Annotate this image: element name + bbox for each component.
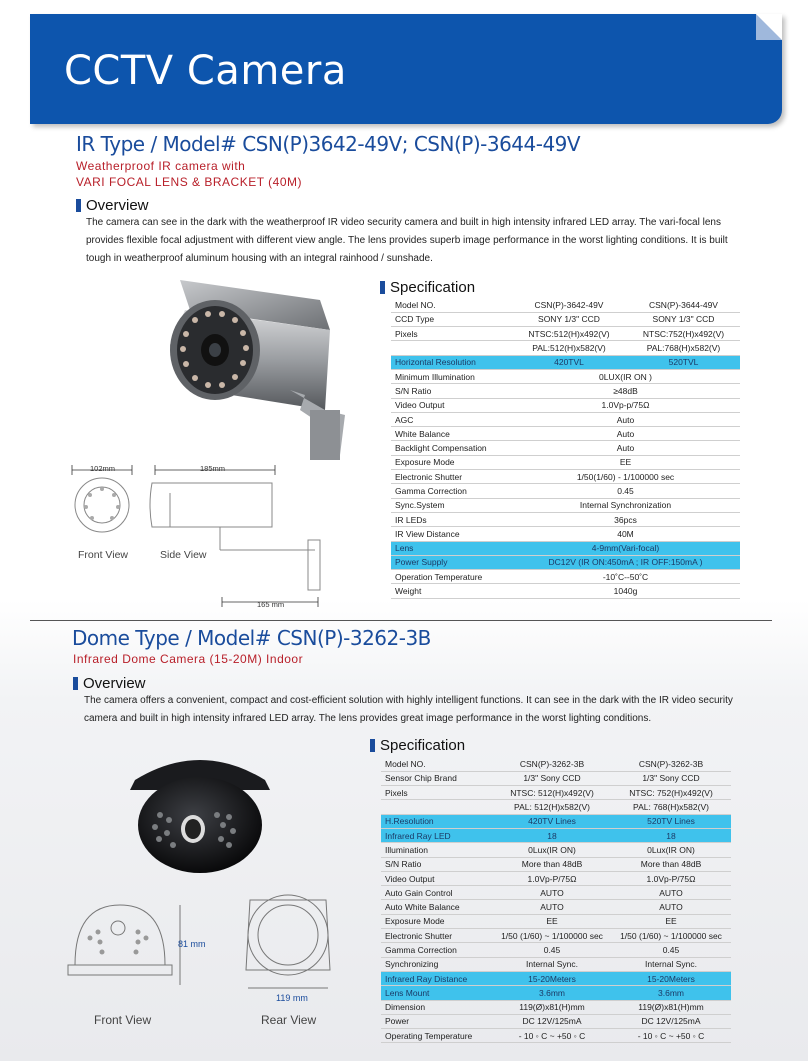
spec-row — [391, 369, 740, 383]
spec-label: Pixels — [381, 786, 493, 800]
spec-label: Sensor Chip Brand — [381, 771, 493, 785]
spec-row — [381, 814, 731, 828]
spec-row — [381, 857, 731, 871]
spec-value-1: 18 — [493, 828, 611, 842]
spec-value-1: 1/50 (1/60) ~ 1/100000 sec — [493, 929, 611, 943]
dome-overview-heading: Overview — [73, 675, 146, 692]
spec-row — [391, 384, 740, 398]
spec-label: Operation Temperature — [391, 570, 511, 584]
spec-value-1: More than 48dB — [493, 857, 611, 871]
spec-value-1: AUTO — [493, 886, 611, 900]
spec-value-2: AUTO — [611, 900, 731, 914]
spec-label: Dimension — [381, 1000, 493, 1014]
spec-value-2: CSN(P)-3644-49V — [627, 298, 740, 312]
spec-row — [391, 512, 740, 526]
spec-row — [381, 771, 731, 785]
spec-value-2: 119(Ø)x81(H)mm — [611, 1000, 731, 1014]
page-title: CCTV Camera — [64, 48, 347, 94]
spec-value-1: 0.45 — [493, 943, 611, 957]
spec-value-1: 420TV Lines — [493, 814, 611, 828]
spec-value-2: 1.0Vp-P/75Ω — [611, 871, 731, 885]
spec-row — [391, 312, 740, 326]
spec-value-1: 1/3" Sony CCD — [493, 771, 611, 785]
spec-row — [381, 800, 731, 814]
spec-value-1: - 10 ◦ C ~ +50 ◦ C — [493, 1029, 611, 1043]
spec-label: Gamma Correction — [391, 484, 511, 498]
spec-value-1: 420TVL — [511, 355, 627, 369]
ir-overview-text: The camera can see in the dark with the weatherproof IR video security camera and built in high intensity infrared LED array. The vari-focal lens provides flexible focal adjustment with different view angle. The lens provides superb image performance in the worst lighting conditions. It is built tough in weatherproof aluminum housing with an integral rainhood / sunshade. — [86, 217, 728, 264]
spec-value-1: DC 12V/125mA — [493, 1014, 611, 1028]
section-divider — [30, 620, 772, 621]
spec-value-1: 0Lux(IR ON) — [493, 843, 611, 857]
spec-label — [391, 341, 511, 355]
spec-value: Auto — [511, 427, 740, 441]
spec-row — [391, 398, 740, 412]
spec-row — [381, 1014, 731, 1028]
spec-label: Pixels — [391, 327, 511, 341]
section-bullet — [370, 739, 375, 752]
spec-row — [391, 555, 740, 569]
spec-row — [381, 957, 731, 971]
spec-value: Auto — [511, 441, 740, 455]
spec-label: Gamma Correction — [381, 943, 493, 957]
spec-row — [391, 327, 740, 341]
dome-overview-text: The camera offers a convenient, compact and cost-efficient solution with highly intelligent functions. It can see in the dark with the IR video security camera and built in high intensity infrared LED array. The lens provides great image performance in the worst lighting conditions. — [84, 695, 733, 724]
spec-label: Infrared Ray LED — [381, 828, 493, 842]
spec-value-2: PAL: 768(H)x582(V) — [611, 800, 731, 814]
spec-row — [381, 843, 731, 857]
spec-row — [391, 484, 740, 498]
spec-value: 1/50(1/60) - 1/100000 sec — [511, 470, 740, 484]
dome-camera-photo — [125, 745, 275, 875]
spec-label: Exposure Mode — [381, 914, 493, 928]
spec-value-1: SONY 1/3" CCD — [511, 312, 627, 326]
spec-row — [381, 943, 731, 957]
spec-label: Horizontal Resolution — [391, 355, 511, 369]
spec-value: 1.0Vp-p/75Ω — [511, 398, 740, 412]
spec-label: Sync.System — [391, 498, 511, 512]
spec-label: Lens Mount — [381, 986, 493, 1000]
section-bullet — [73, 677, 78, 690]
spec-row — [381, 914, 731, 928]
spec-label: Power — [381, 1014, 493, 1028]
spec-value-2: NTSC: 752(H)x492(V) — [611, 786, 731, 800]
spec-row — [381, 757, 731, 771]
spec-row — [381, 828, 731, 842]
spec-value: DC12V (IR ON:450mA ; IR OFF:150mA ) — [511, 555, 740, 569]
spec-value: Auto — [511, 412, 740, 426]
spec-label: Model NO. — [381, 757, 493, 771]
section-bullet — [380, 281, 385, 294]
dome-spec-heading: Specification — [370, 737, 465, 754]
spec-value: EE — [511, 455, 740, 469]
spec-value-2: PAL:768(H)x582(V) — [627, 341, 740, 355]
spec-row — [391, 441, 740, 455]
spec-label: CCD Type — [391, 312, 511, 326]
spec-value-2: - 10 ◦ C ~ +50 ◦ C — [611, 1029, 731, 1043]
dome-dim-height: 81 mm — [178, 939, 206, 949]
spec-value-2: 15-20Meters — [611, 971, 731, 985]
spec-label: S/N Ratio — [381, 857, 493, 871]
spec-value: -10˚C--50˚C — [511, 570, 740, 584]
spec-value-1: CSN(P)-3262-3B — [493, 757, 611, 771]
spec-value-2: 1/50 (1/60) ~ 1/100000 sec — [611, 929, 731, 943]
spec-value-2: 18 — [611, 828, 731, 842]
dome-front-view-label: Front View — [94, 1013, 152, 1027]
spec-row — [391, 355, 740, 369]
spec-value-1: AUTO — [493, 900, 611, 914]
spec-value-2: 520TVL — [627, 355, 740, 369]
ir-dim-length: 185mm — [200, 464, 226, 473]
spec-row — [391, 498, 740, 512]
spec-label: Backlight Compensation — [391, 441, 511, 455]
spec-value-1: NTSC: 512(H)x492(V) — [493, 786, 611, 800]
spec-row — [391, 541, 740, 555]
spec-label: Lens — [391, 541, 511, 555]
spec-value-1: Internal Sync. — [493, 957, 611, 971]
spec-value: 36pcs — [511, 512, 740, 526]
dome-dim-width: 119 mm — [276, 993, 308, 1003]
ir-model-title: IR Type / Model# CSN(P)3642-49V; CSN(P)-3644-49V — [76, 132, 581, 156]
spec-label: Exposure Mode — [391, 455, 511, 469]
spec-label: White Balance — [391, 427, 511, 441]
spec-row — [381, 886, 731, 900]
spec-value-1: NTSC:512(H)x492(V) — [511, 327, 627, 341]
spec-label: Electronic Shutter — [381, 929, 493, 943]
spec-label: IR LEDs — [391, 512, 511, 526]
spec-value-2: 520TV Lines — [611, 814, 731, 828]
spec-label: H.Resolution — [381, 814, 493, 828]
ir-dimension-drawing — [60, 455, 330, 615]
ir-dim-bracket: 165 mm — [257, 600, 285, 609]
ir-spec-heading: Specification — [380, 279, 475, 296]
spec-row — [381, 1000, 731, 1014]
spec-value-2: AUTO — [611, 886, 731, 900]
spec-row — [391, 470, 740, 484]
spec-row — [391, 455, 740, 469]
spec-value-2: 1/3" Sony CCD — [611, 771, 731, 785]
spec-value-2: Internal Sync. — [611, 957, 731, 971]
spec-label: AGC — [391, 412, 511, 426]
spec-label: Auto Gain Control — [381, 886, 493, 900]
spec-row — [381, 986, 731, 1000]
spec-value-2: 3.6mm — [611, 986, 731, 1000]
spec-value-1: 119(Ø)x81(H)mm — [493, 1000, 611, 1014]
spec-row — [391, 584, 740, 598]
spec-label: Minimum Illumination — [391, 369, 511, 383]
spec-row — [391, 570, 740, 584]
spec-value-1: 3.6mm — [493, 986, 611, 1000]
spec-value: 4-9mm(Vari-focal) — [511, 541, 740, 555]
spec-value-2: CSN(P)-3262-3B — [611, 757, 731, 771]
spec-label: S/N Ratio — [391, 384, 511, 398]
dome-rear-view-label: Rear View — [261, 1013, 317, 1027]
spec-row — [391, 298, 740, 312]
section-bullet — [76, 199, 81, 212]
ir-overview-heading: Overview — [76, 197, 149, 214]
spec-label: Synchronizing — [381, 957, 493, 971]
spec-value: Internal Synchronization — [511, 498, 740, 512]
spec-row — [391, 527, 740, 541]
spec-value: 40M — [511, 527, 740, 541]
spec-row — [381, 1029, 731, 1043]
spec-label: Model NO. — [391, 298, 511, 312]
spec-row — [391, 427, 740, 441]
spec-row — [391, 341, 740, 355]
ir-subtitle-line2: VARI FOCAL LENS & BRACKET (40M) — [76, 175, 302, 189]
spec-label: Auto White Balance — [381, 900, 493, 914]
spec-row — [381, 929, 731, 943]
spec-value-1: PAL:512(H)x582(V) — [511, 341, 627, 355]
spec-label: Electronic Shutter — [391, 470, 511, 484]
spec-value-2: More than 48dB — [611, 857, 731, 871]
spec-value: ≥48dB — [511, 384, 740, 398]
spec-value: 0LUX(IR ON ) — [511, 369, 740, 383]
spec-value-1: PAL: 512(H)x582(V) — [493, 800, 611, 814]
spec-value-1: 15-20Meters — [493, 971, 611, 985]
ir-subtitle-line1: Weatherproof IR camera with — [76, 159, 246, 173]
banner-page-fold — [756, 14, 782, 40]
dome-model-title: Dome Type / Model# CSN(P)-3262-3B — [72, 626, 431, 650]
dome-subtitle: Infrared Dome Camera (15-20M) Indoor — [73, 652, 304, 666]
spec-value: 0.45 — [511, 484, 740, 498]
spec-value: 1040g — [511, 584, 740, 598]
ir-camera-photo — [140, 270, 370, 470]
spec-value-1: CSN(P)-3642-49V — [511, 298, 627, 312]
dome-spec-table — [381, 757, 731, 1043]
spec-value-2: 0Lux(IR ON) — [611, 843, 731, 857]
ir-dim-width: 102mm — [90, 464, 116, 473]
spec-row — [381, 971, 731, 985]
spec-label: Video Output — [391, 398, 511, 412]
spec-row — [391, 412, 740, 426]
spec-label: Illumination — [381, 843, 493, 857]
spec-row — [381, 871, 731, 885]
spec-value-1: 1.0Vp-P/75Ω — [493, 871, 611, 885]
ir-spec-table — [391, 298, 740, 599]
spec-label — [381, 800, 493, 814]
spec-value-1: EE — [493, 914, 611, 928]
spec-label: Video Output — [381, 871, 493, 885]
spec-label: IR View Distance — [391, 527, 511, 541]
spec-value-2: DC 12V/125mA — [611, 1014, 731, 1028]
ir-side-view-label: Side View — [160, 549, 207, 561]
spec-row — [381, 900, 731, 914]
dome-dimension-drawing — [60, 890, 350, 1010]
spec-value-2: 0.45 — [611, 943, 731, 957]
spec-value-2: EE — [611, 914, 731, 928]
spec-label: Operating Temperature — [381, 1029, 493, 1043]
spec-row — [381, 786, 731, 800]
ir-front-view-label: Front View — [78, 549, 128, 561]
header-banner — [30, 14, 782, 124]
spec-value-2: NTSC:752(H)x492(V) — [627, 327, 740, 341]
spec-label: Infrared Ray Distance — [381, 971, 493, 985]
spec-label: Power Supply — [391, 555, 511, 569]
spec-value-2: SONY 1/3" CCD — [627, 312, 740, 326]
spec-label: Weight — [391, 584, 511, 598]
